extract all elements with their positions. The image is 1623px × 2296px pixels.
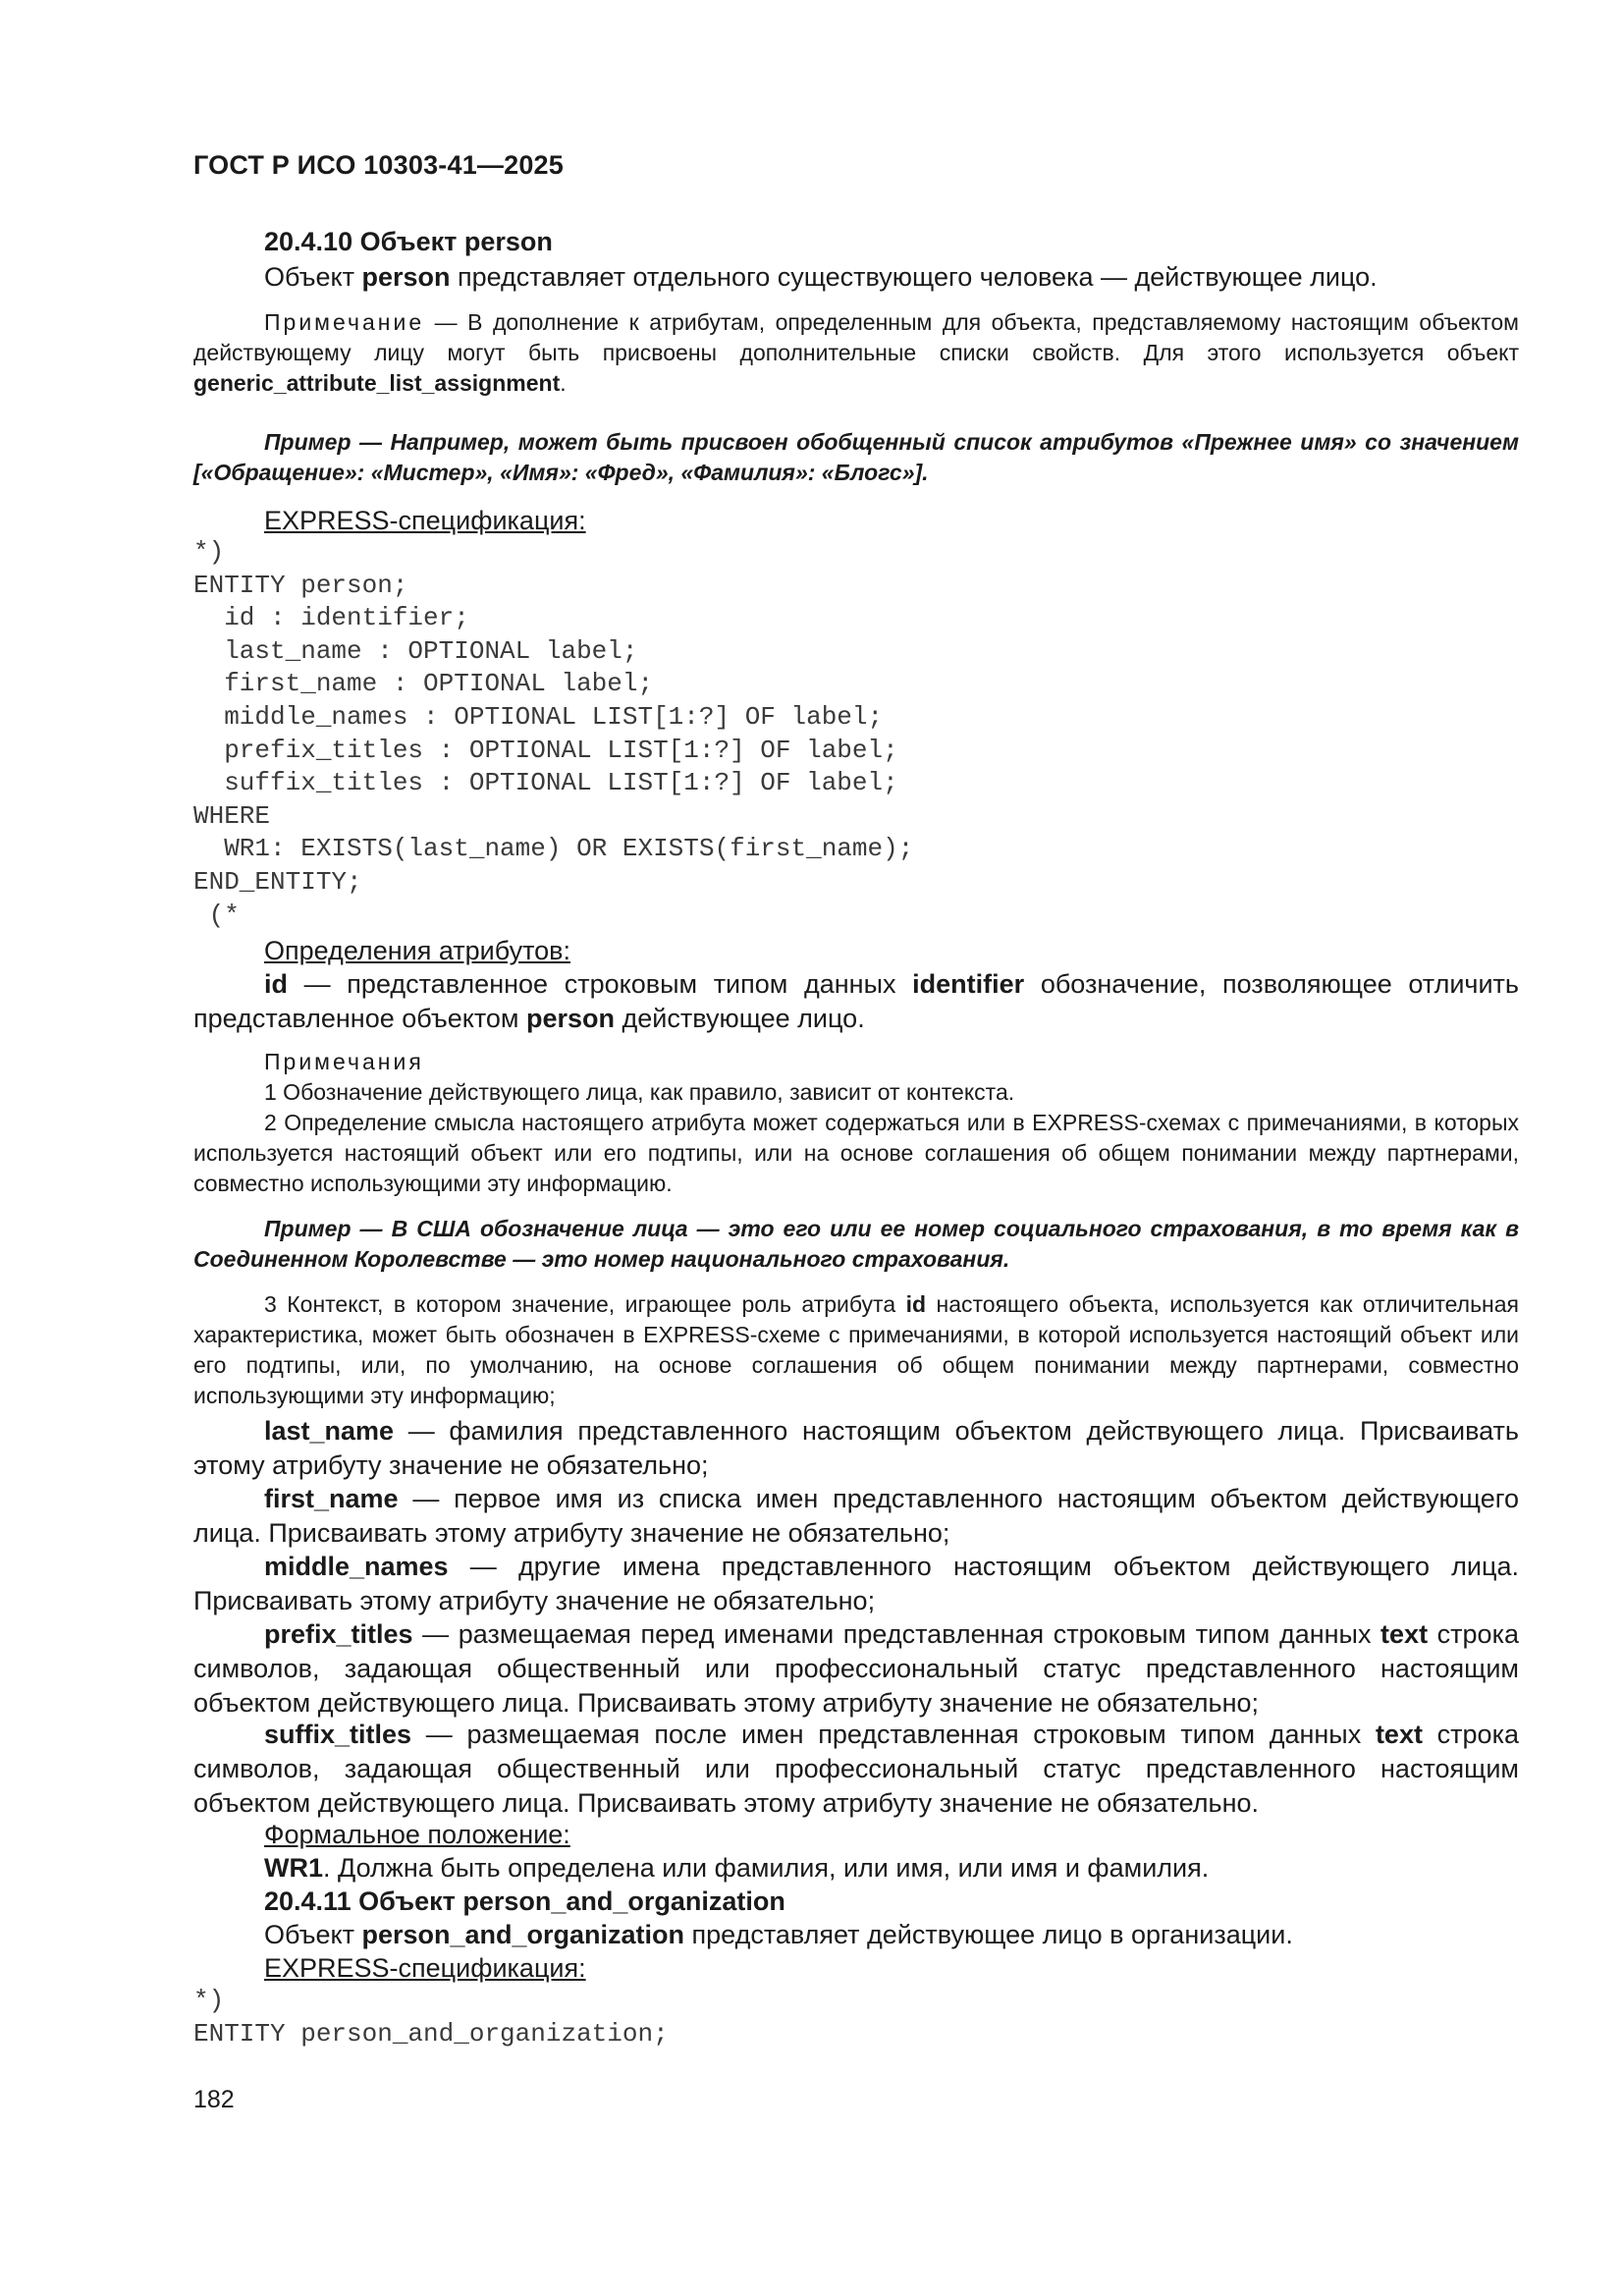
code-line: middle_names : OPTIONAL LIST[1:?] OF label; <box>193 701 884 732</box>
code-line: last_name : OPTIONAL label; <box>193 635 638 666</box>
code-line: WHERE <box>193 800 271 831</box>
section-heading-person: 20.4.10 Объект person <box>264 227 553 256</box>
code-line: prefix_titles : OPTIONAL LIST[1:?] OF label; <box>193 735 898 765</box>
note-1: 1 Обозначение действующего лица, как правило, зависит от контекста. <box>264 1079 1015 1105</box>
code-line: *) <box>193 537 225 567</box>
code-line: ENTITY person_and_organization; <box>193 2018 669 2049</box>
code-line: END_ENTITY; <box>193 866 362 897</box>
code-line: id : identifier; <box>193 603 469 633</box>
wr1-definition: WR1. Должна быть определена или фамилия, или имя, или имя и фамилия. <box>264 1853 1210 1883</box>
page-number: 182 <box>193 2086 235 2113</box>
express-spec-label-2: EXPRESS-спецификация: <box>264 1953 586 1983</box>
attr-first-name-definition: first_name — первое имя из списка имен представленного настоящим объектом действующего лица. Присваивать этому атрибуту значение не обязательно; <box>193 1484 1519 1548</box>
person-note: Примечание — В дополнение к атрибутам, определенным для объекта, представляемому настоящим объектом действующему лицу могут быть присвоены дополнительные списки свойств. Для этого используется объект generic_attribute_list_assignment. <box>193 309 1519 396</box>
express-code-person <box>193 536 913 932</box>
code-line: first_name : OPTIONAL label; <box>193 669 654 699</box>
attr-id-definition: id — представленное строковым типом данных identifier обозначение, позволяющее отличить представленное объектом person действующее лицо. <box>193 969 1519 1033</box>
page-header: ГОСТ Р ИСО 10303-41—2025 <box>193 150 564 180</box>
note-label: Примечание <box>264 309 425 335</box>
attribute-definitions-label: Определения атрибутов: <box>264 936 571 965</box>
code-line: *) <box>193 1986 225 2015</box>
attr-last-name-definition: last_name — фамилия представленного настоящим объектом действующего лица. Присваивать этому атрибуту значение не обязательно; <box>193 1416 1519 1480</box>
code-line: suffix_titles : OPTIONAL LIST[1:?] OF label; <box>193 768 898 798</box>
code-line: (* <box>193 900 240 930</box>
attr-prefix-titles-definition: prefix_titles — размещаемая перед именами представленная строковым типом данных text строка символов, задающая общественный или профессиональный статус представленного настоящим объектом действующего лица. Присваивать этому атрибуту значение не обязательно; <box>193 1619 1519 1718</box>
express-spec-label: EXPRESS-спецификация: <box>264 506 586 535</box>
formal-proposition-label: Формальное положение: <box>264 1820 570 1849</box>
section-heading-person-and-organization: 20.4.11 Объект person_and_organization <box>264 1886 785 1916</box>
attr-suffix-titles-definition: suffix_titles — размещаемая после имен представленная строковым типом данных text строка символов, задающая общественный или профессиональный статус представленного настоящим объектом действующего лица. Присваивать этому атрибуту значение не обязательно. <box>193 1720 1519 1818</box>
person-example: Пример — Например, может быть присвоен обобщенный список атрибутов «Прежнее имя» со значением [«Обращение»: «Мистер», «Имя»: «Фред», «Фамилия»: «Блогс»]. <box>193 429 1519 485</box>
notes-label: Примечания <box>264 1049 424 1074</box>
code-line: ENTITY person; <box>193 570 408 600</box>
express-code-person-and-organization <box>193 1985 669 2050</box>
person-intro: Объект person представляет отдельного существующего человека — действующее лицо. <box>264 262 1378 292</box>
id-example: Пример — В США обозначение лица — это его или ее номер социального страхования, в то время как в Соединенном Королевстве — это номер национального страхования. <box>193 1216 1519 1272</box>
note-2: 2 Определение смысла настоящего атрибута может содержаться или в EXPRESS-схемах с примечаниями, в которых используется настоящий объект или его подтипы, или на основе соглашения об общем понимании между партнерами, совместно использующими эту информацию. <box>193 1110 1519 1196</box>
person-and-organization-intro: Объект person_and_organization представляет действующее лицо в организации. <box>264 1920 1293 1949</box>
code-line: WR1: EXISTS(last_name) OR EXISTS(first_name); <box>193 834 914 864</box>
attr-middle-names-definition: middle_names — другие имена представленного настоящим объектом действующего лица. Присваивать этому атрибуту значение не обязательно; <box>193 1552 1519 1615</box>
note-3: 3 Контекст, в котором значение, играющее роль атрибута id настоящего объекта, используется как отличительная характеристика, может быть обозначен в EXPRESS-схеме с примечаниями, в которой используется настоящий объект или его подтипы, или, по умолчанию, на основе соглашения об общем понимании между партнерами, совместно использующими эту информацию; <box>193 1291 1519 1408</box>
